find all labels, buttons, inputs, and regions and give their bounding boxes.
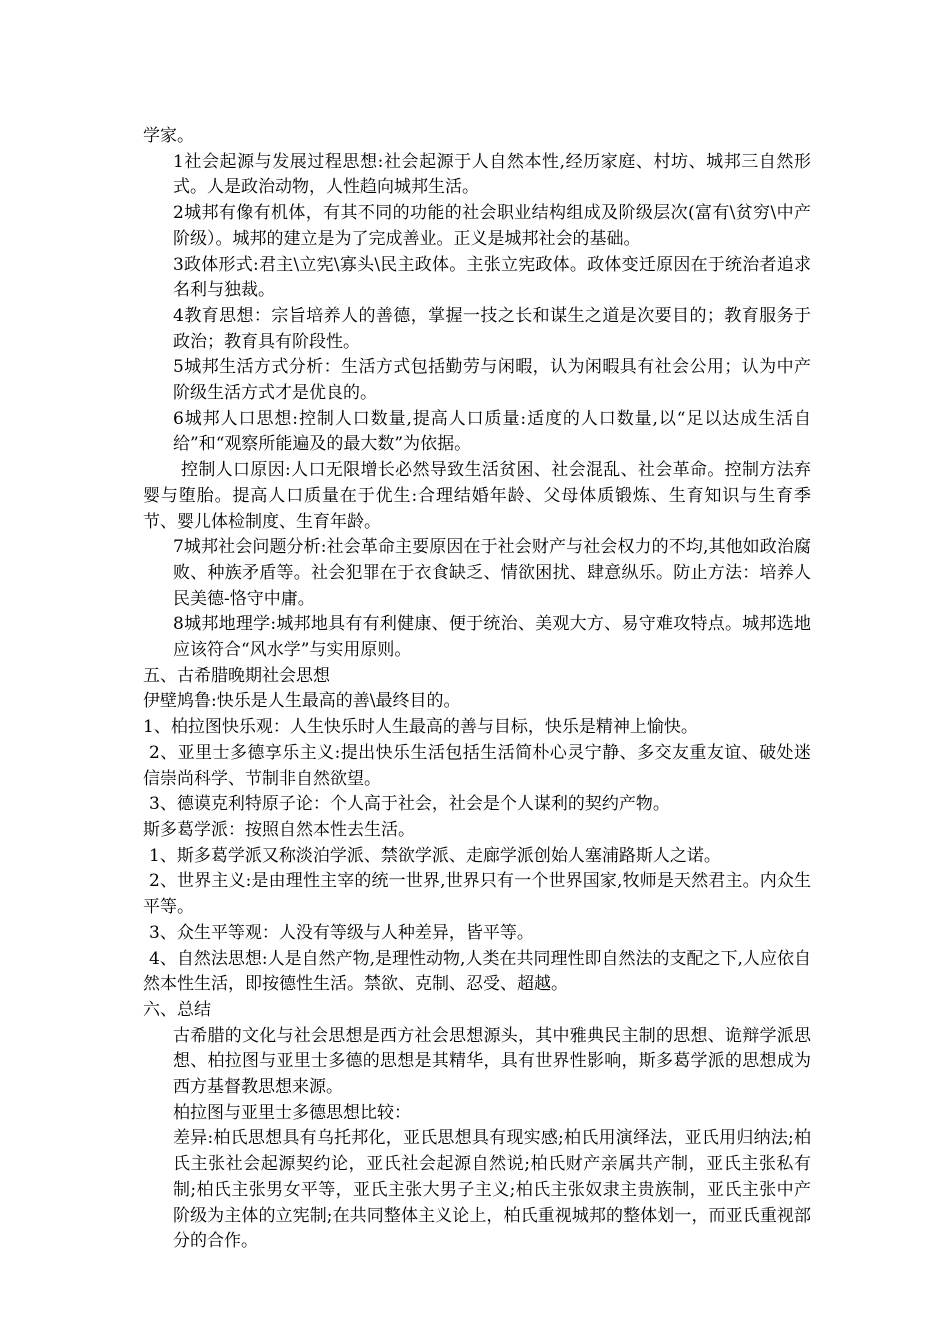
paragraph: 3政体形式:君主\立宪\寡头\民主政体。主张立宪政体。政体变迁原因在于统治者追求名利与独裁。 [173,254,811,301]
paragraph: 1社会起源与发展过程思想:社会起源于人自然本性,经历家庭、村坊、城邦三自然形式。人是政治动物，人性趋向城邦生活。 [173,151,811,198]
paragraph: 7城邦社会问题分析:社会革命主要原因在于社会财产与社会权力的不均,其他如政治腐败、种族矛盾等。社会犯罪在于衣食缺乏、情欲困扰、肆意纵乐。防止方法：培养人民美德-恪守中庸。 [173,537,811,609]
subsection-heading: 斯多葛学派：按照自然本性去生活。 [143,819,415,840]
paragraph: 控制人口原因:人口无限增长必然导致生活贫困、社会混乱、社会革命。控制方法弃婴与堕胎。提高人口质量在于优生:合理结婚年龄、父母体质锻炼、生育知识与生育季节、婴儿体检制度、生育年龄。 [143,460,811,532]
paragraph: 8城邦地理学:城邦地具有有利健康、便于统治、美观大方、易守难攻特点。城邦选地应该符合“风水学”与实用原则。 [173,614,811,661]
document-body [143,124,811,1255]
section-heading: 五、古希腊晚期社会思想 [143,665,330,686]
paragraph: 2城邦有像有机体，有其不同的功能的社会职业结构组成及阶级层次(富有\贫穷\中产阶级）。城邦的建立是为了完成善业。正义是城邦社会的基础。 [173,203,811,249]
list-item: 1、柏拉图快乐观：人生快乐时人生最高的善与目标，快乐是精神上愉快。 [143,717,698,738]
list-item: 2、世界主义:是由理性主宰的统一世界,世界只有一个世界国家,牧师是天然君主。内众生平等。 [143,871,811,918]
list-item: 1、斯多葛学派又称淡泊学派、禁欲学派、走廊学派创始人塞浦路斯人之诺。 [149,845,721,866]
paragraph: 柏拉图与亚里士多德思想比较： [173,1102,411,1123]
list-item: 3、众生平等观：人没有等级与人种差异，皆平等。 [149,922,534,943]
list-item: 2、亚里士多德享乐主义:提出快乐生活包括生活简朴心灵宁静、多交友重友谊、破处迷信崇尚科学、节制非自然欲望。 [143,742,811,789]
section-heading: 六、总结 [143,999,211,1020]
list-item: 4、自然法思想:人是自然产物,是理性动物,人类在共同理性即自然法的支配之下,人应依自然本性生活，即按德性生活。禁欲、克制、忍受、超越。 [143,948,811,995]
paragraph: 古希腊的文化与社会思想是西方社会思想源头，其中雅典民主制的思想、诡辩学派思想、柏拉图与亚里士多德的思想是其精华，具有世界性影响，斯多葛学派的思想成为西方基督教思想来源。 [173,1025,811,1098]
paragraph: 学家。 [143,126,194,146]
paragraph: 5城邦生活方式分析：生活方式包括勤劳与闲暇，认为闲暇具有社会公用；认为中产阶级生活方式才是优良的。 [173,357,811,404]
list-item: 3、德谟克利特原子论：个人高于社会，社会是个人谋利的契约产物。 [149,794,670,815]
subsection-heading: 伊壁鸠鲁:快乐是人生最高的善\最终目的。 [143,691,461,712]
paragraph: 差异:柏氏思想具有乌托邦化，亚氏思想具有现实感;柏氏用演绎法，亚氏用归纳法;柏氏主张社会起源契约论，亚氏社会起源自然说;柏氏财产亲属共产制，亚氏主张私有制;柏氏主张男女平等，亚氏主张大男子主义;柏氏主张奴隶主贵族制，亚氏主张中产阶级为主体的立宪制;在共同整体主义论上，柏氏重视城邦的整体划一，而亚氏重视部分的合作。 [173,1128,811,1252]
paragraph: 6城邦人口思想:控制人口数量,提高人口质量:适度的人口数量,以“足以达成生活自给”和“观察所能遍及的最大数”为依据。 [173,408,811,455]
paragraph: 4教育思想：宗旨培养人的善德，掌握一技之长和谋生之道是次要目的；教育服务于政治；教育具有阶段性。 [173,305,811,352]
